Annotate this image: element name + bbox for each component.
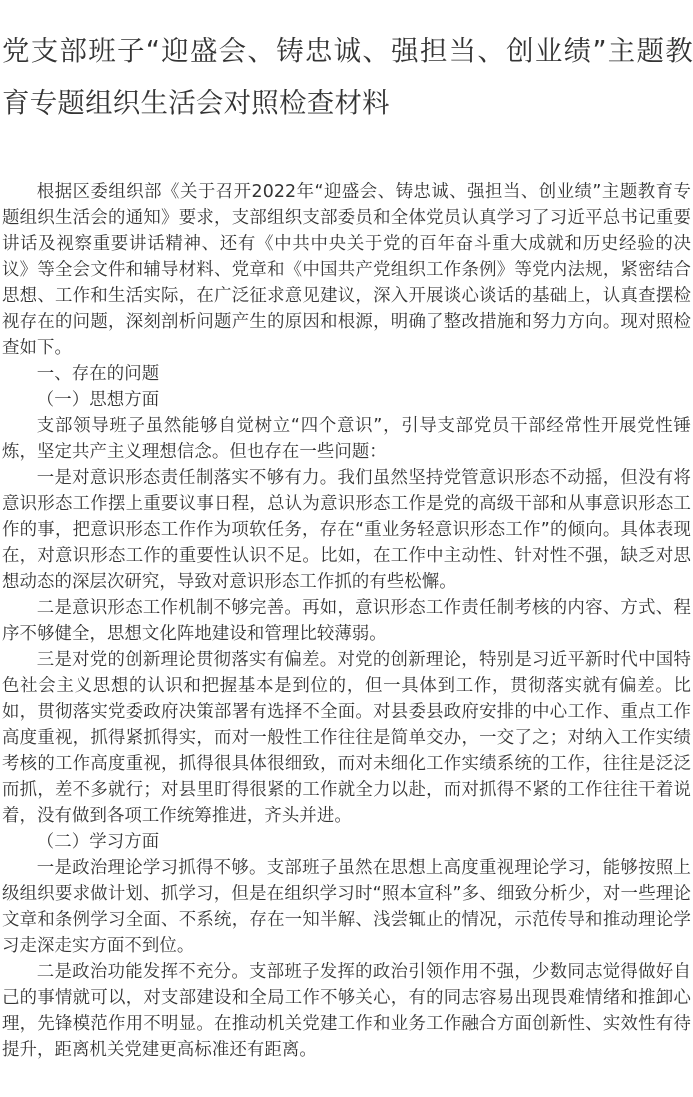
body-paragraph: 支部领导班子虽然能够自觉树立“四个意识”，引导支部党员干部经常性开展党性锤炼，坚定共产主义理想信念。但也存在一些问题： xyxy=(2,416,691,462)
document-title: 党支部班子“迎盛会、铸忠诚、强担当、创业绩”主题教育专题组织生活会对照检查材料 xyxy=(2,35,693,119)
subsection-heading-study: （二）学习方面 xyxy=(36,832,160,852)
body-paragraph: 三是对党的创新理论贯彻落实有偏差。对党的创新理论，特别是习近平新时代中国特色社会主义思想的认识和把握基本是到位的，但一具体到工作，贯彻落实就有偏差。比如，贯彻落实党委政府决策部署有选择不全面。对县委县政府安排的中心工作、重点工作高度重视，抓得紧抓得实，而对一般性工作往往是简单交办，一交了之；对纳入工作实绩考核的工作高度重视，抓得很具体很细致，而对未细化工作实绩系统的工作，往往是泛泛而抓，差不多就行；对县里盯得很紧的工作就全力以赴，而对抓得不紧的工作往往干着说着，没有做到各项工作统筹推进，齐头并进。 xyxy=(2,650,691,826)
document-body xyxy=(0,179,691,1063)
body-paragraph: 一是对意识形态责任制落实不够有力。我们虽然坚持党管意识形态不动摇，但没有将意识形态工作摆上重要议事日程，总认为意识形态工作是党的高级干部和从事意识形态工作的事，把意识形态工作作为项软任务，存在“重业务轻意识形态工作”的倾向。具体表现在，对意识形态工作的重要性认识不足。比如，在工作中主动性、针对性不强，缺乏对思想动态的深层次研究，导致对意识形态工作抓的有些松懈。 xyxy=(2,468,691,592)
subsection-heading-thought: （一）思想方面 xyxy=(36,390,160,410)
body-paragraph: 一是政治理论学习抓得不够。支部班子虽然在思想上高度重视理论学习，能够按照上级组织要求做计划、抓学习，但是在组织学习时“照本宣科”多、细致分析少，对一些理论文章和条例学习全面、不系统，存在一知半解、浅尝辄止的情况，示范传导和推动理论学习走深走实方面不到位。 xyxy=(2,858,691,956)
intro-paragraph: 根据区委组织部《关于召开2022年“迎盛会、铸忠诚、强担当、创业绩”主题教育专题组织生活会的通知》要求，支部组织支部委员和全体党员认真学习了习近平总书记重要讲话及视察重要讲话精神、还有《中共中央关于党的百年奋斗重大成就和历史经验的决议》等全会文件和辅导材料、党章和《中国共产党组织工作条例》等党内法规，紧密结合思想、工作和生活实际，在广泛征求意见建议，深入开展谈心谈话的基础上，认真查摆检视存在的问题，深刻剖析问题产生的原因和根源，明确了整改措施和努力方向。现对照检查如下。 xyxy=(2,182,691,358)
body-paragraph: 二是意识形态工作机制不够完善。再如，意识形态工作责任制考核的内容、方式、程序不够健全，思想文化阵地建设和管理比较薄弱。 xyxy=(2,598,691,644)
section-heading-problems: 一、存在的问题 xyxy=(36,364,160,384)
body-paragraph: 二是政治功能发挥不充分。支部班子发挥的政治引领作用不强，少数同志觉得做好自己的事情就可以，对支部建设和全局工作不够关心，有的同志容易出现畏难情绪和推卸心理，先锋模范作用不明显。在推动机关党建工作和业务工作融合方面创新性、实效性有待提升，距离机关党建更高标准还有距离。 xyxy=(2,962,691,1060)
